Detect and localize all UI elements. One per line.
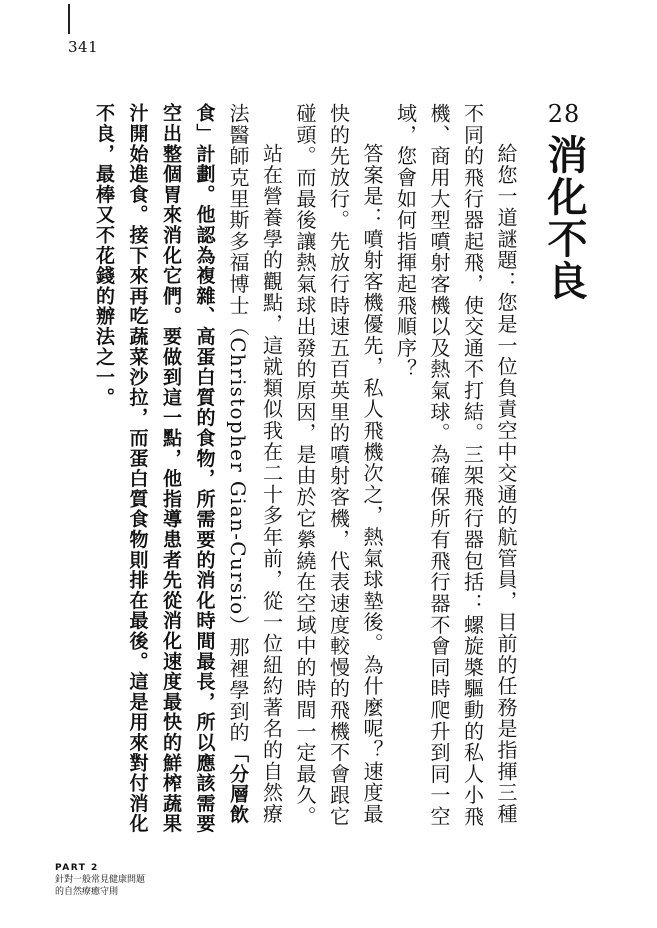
paragraph-nutrition-intro: 站在營養學的觀點，這就類似我在二十多年前，從一位紐約著名的自然療法醫師克里斯多福博士（Christopher Gian-Cursio）那裡學到的 [226, 103, 284, 825]
footer-line-2: 的自然療癒守則 [55, 887, 119, 897]
paragraph-nutrition [87, 103, 288, 843]
footer [55, 862, 145, 898]
paragraph-answer: 答案是：噴射客機優先，私人飛機次之，熱氣球墊後。為什麼呢？速度最快的先放行。先放行時速五百英里的噴射客機，代表速度較慢的飛機不會跟它碰頭。而最後讓熱氣球出發的原因，是由於它縈繞在空域中的時間一定最久。 [293, 103, 384, 828]
body-text [62, 103, 522, 843]
chapter-title: 消化不良 [541, 134, 588, 302]
chapter-heading [536, 100, 592, 302]
chapter-number: 28 [547, 100, 581, 128]
page-rule [68, 4, 70, 34]
paragraph-riddle: 給您一道謎題：您是一位負責空中交通的航管員，目前的任務是指揮三種不同的飛行器起飛，使交通不打結。三架飛行器包括：螺旋槳驅動的私人小飛機、商用大型噴射客機以及熱氣球。為確保所有飛行器不會同時爬升到同一空域，您會如何指揮起飛順序？ [393, 103, 518, 828]
paragraph-nutrition-emphasis: 「分層飲食」計劃。他認為複雜、高蛋白質的食物，所需要的消化時間最長，所以應該需要空出整個胃來消化它們。要做到這一點，他指導患者先從消化速度最快的鮮榨蔬果汁開始進食。接下來再吃蔬菜沙拉，而蛋白質食物則排在最後。這是用來對付消化不良，最棒又不花錢的辦法之一。 [93, 103, 249, 834]
footer-line-1: 針對一般常見健康問題 [55, 875, 146, 885]
page-number: 341 [68, 38, 99, 56]
footer-part: PART 2 [55, 863, 99, 873]
